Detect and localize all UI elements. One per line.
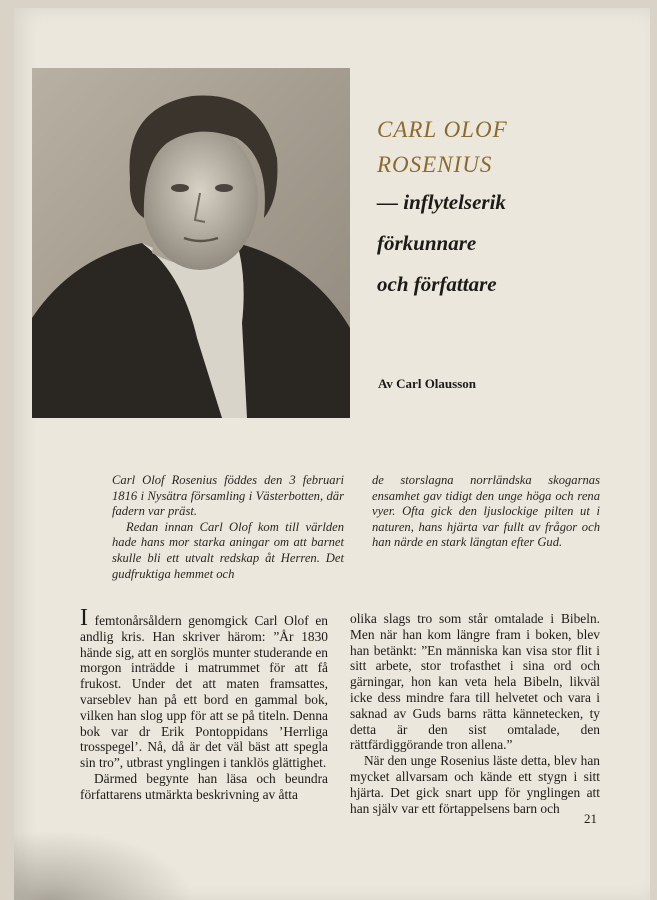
title-line-2: ROSENIUS (377, 152, 493, 177)
author-byline: Av Carl Olausson (378, 376, 476, 391)
subtitle-line-3: och författare (377, 272, 497, 296)
intro-column-left (112, 473, 344, 582)
body-column-right (350, 611, 600, 816)
body-paragraph-text: femtonårsåldern genomgick Carl Olof en andlig kris. Han skriver härom: ”År 1830 hände sig, att en sorglös munter studerande en morgon inträdde i matrummet för att få frukost. Under det att maten framsattes, varseblev han på ett bord en gammal bok, vilken han slog upp för att se på titeln. Denna bok var dr Erik Pontoppidans ’Herrliga trosspegel’. Nå, då är det väl bäst att spegla sin tro”, utbrast ynglingen i tanklös glättighet. (80, 613, 328, 771)
intro-paragraph: de storslagna norrländska skogarnas ensamhet gav tidigt den unge höga och rena vyer. Ofta gick den ljuslockige pilten ut i naturen, hans hjärta var fullt av frågor och han närde en stark längtan efter Gud. (372, 473, 600, 550)
body-paragraph (80, 605, 328, 771)
intro-paragraph: Redan innan Carl Olof kom till världen hade hans mor starka aningar om att barnet skulle bli ett utvalt redskap åt Herren. Det gudfruktiga hemmet och (112, 519, 344, 581)
body-paragraph: När den unge Rosenius läste detta, blev han mycket allvarsam och kände ett stygn i sitt hjärta. Det gick snart upp för ynglingen att han själv var ett förtappelsens barn och (350, 753, 600, 816)
body-paragraph: Därmed begynte han läsa och beundra författarens utmärkta beskrivning av åtta (80, 770, 328, 802)
body-column-left (80, 605, 328, 803)
title-line-1: CARL OLOF (377, 117, 508, 142)
intro-paragraph: Carl Olof Rosenius föddes den 3 februari 1816 i Nysätra församling i Västerbotten, där fadern var präst. (112, 473, 344, 519)
drop-cap: I (80, 605, 88, 631)
body-paragraph: olika slags tro som står omtalade i Bibeln. Men när han kom längre fram i boken, blev han betänkt: ”En människa kan visa stor flit i sitt arbete, stor trofasthet i sina ord och gärningar, hon kan veta hela Bibeln, likväl icke dess mindre fara till helvetet och vara i saknad av Guds barns rätta kännetecken, ty detta är den sist omtalade, den rättfärdiggörande tron allena.” (350, 611, 600, 753)
page-number: 21 (584, 811, 597, 826)
article-title-block (377, 112, 647, 305)
portrait-engraving (32, 68, 350, 418)
subtitle-line-2: förkunnare (377, 231, 477, 255)
subtitle-line-1: — inflytelserik (377, 190, 506, 214)
portrait-image (32, 68, 350, 418)
photo-shadow (14, 830, 194, 900)
intro-column-right (372, 473, 600, 551)
magazine-page (14, 8, 650, 900)
